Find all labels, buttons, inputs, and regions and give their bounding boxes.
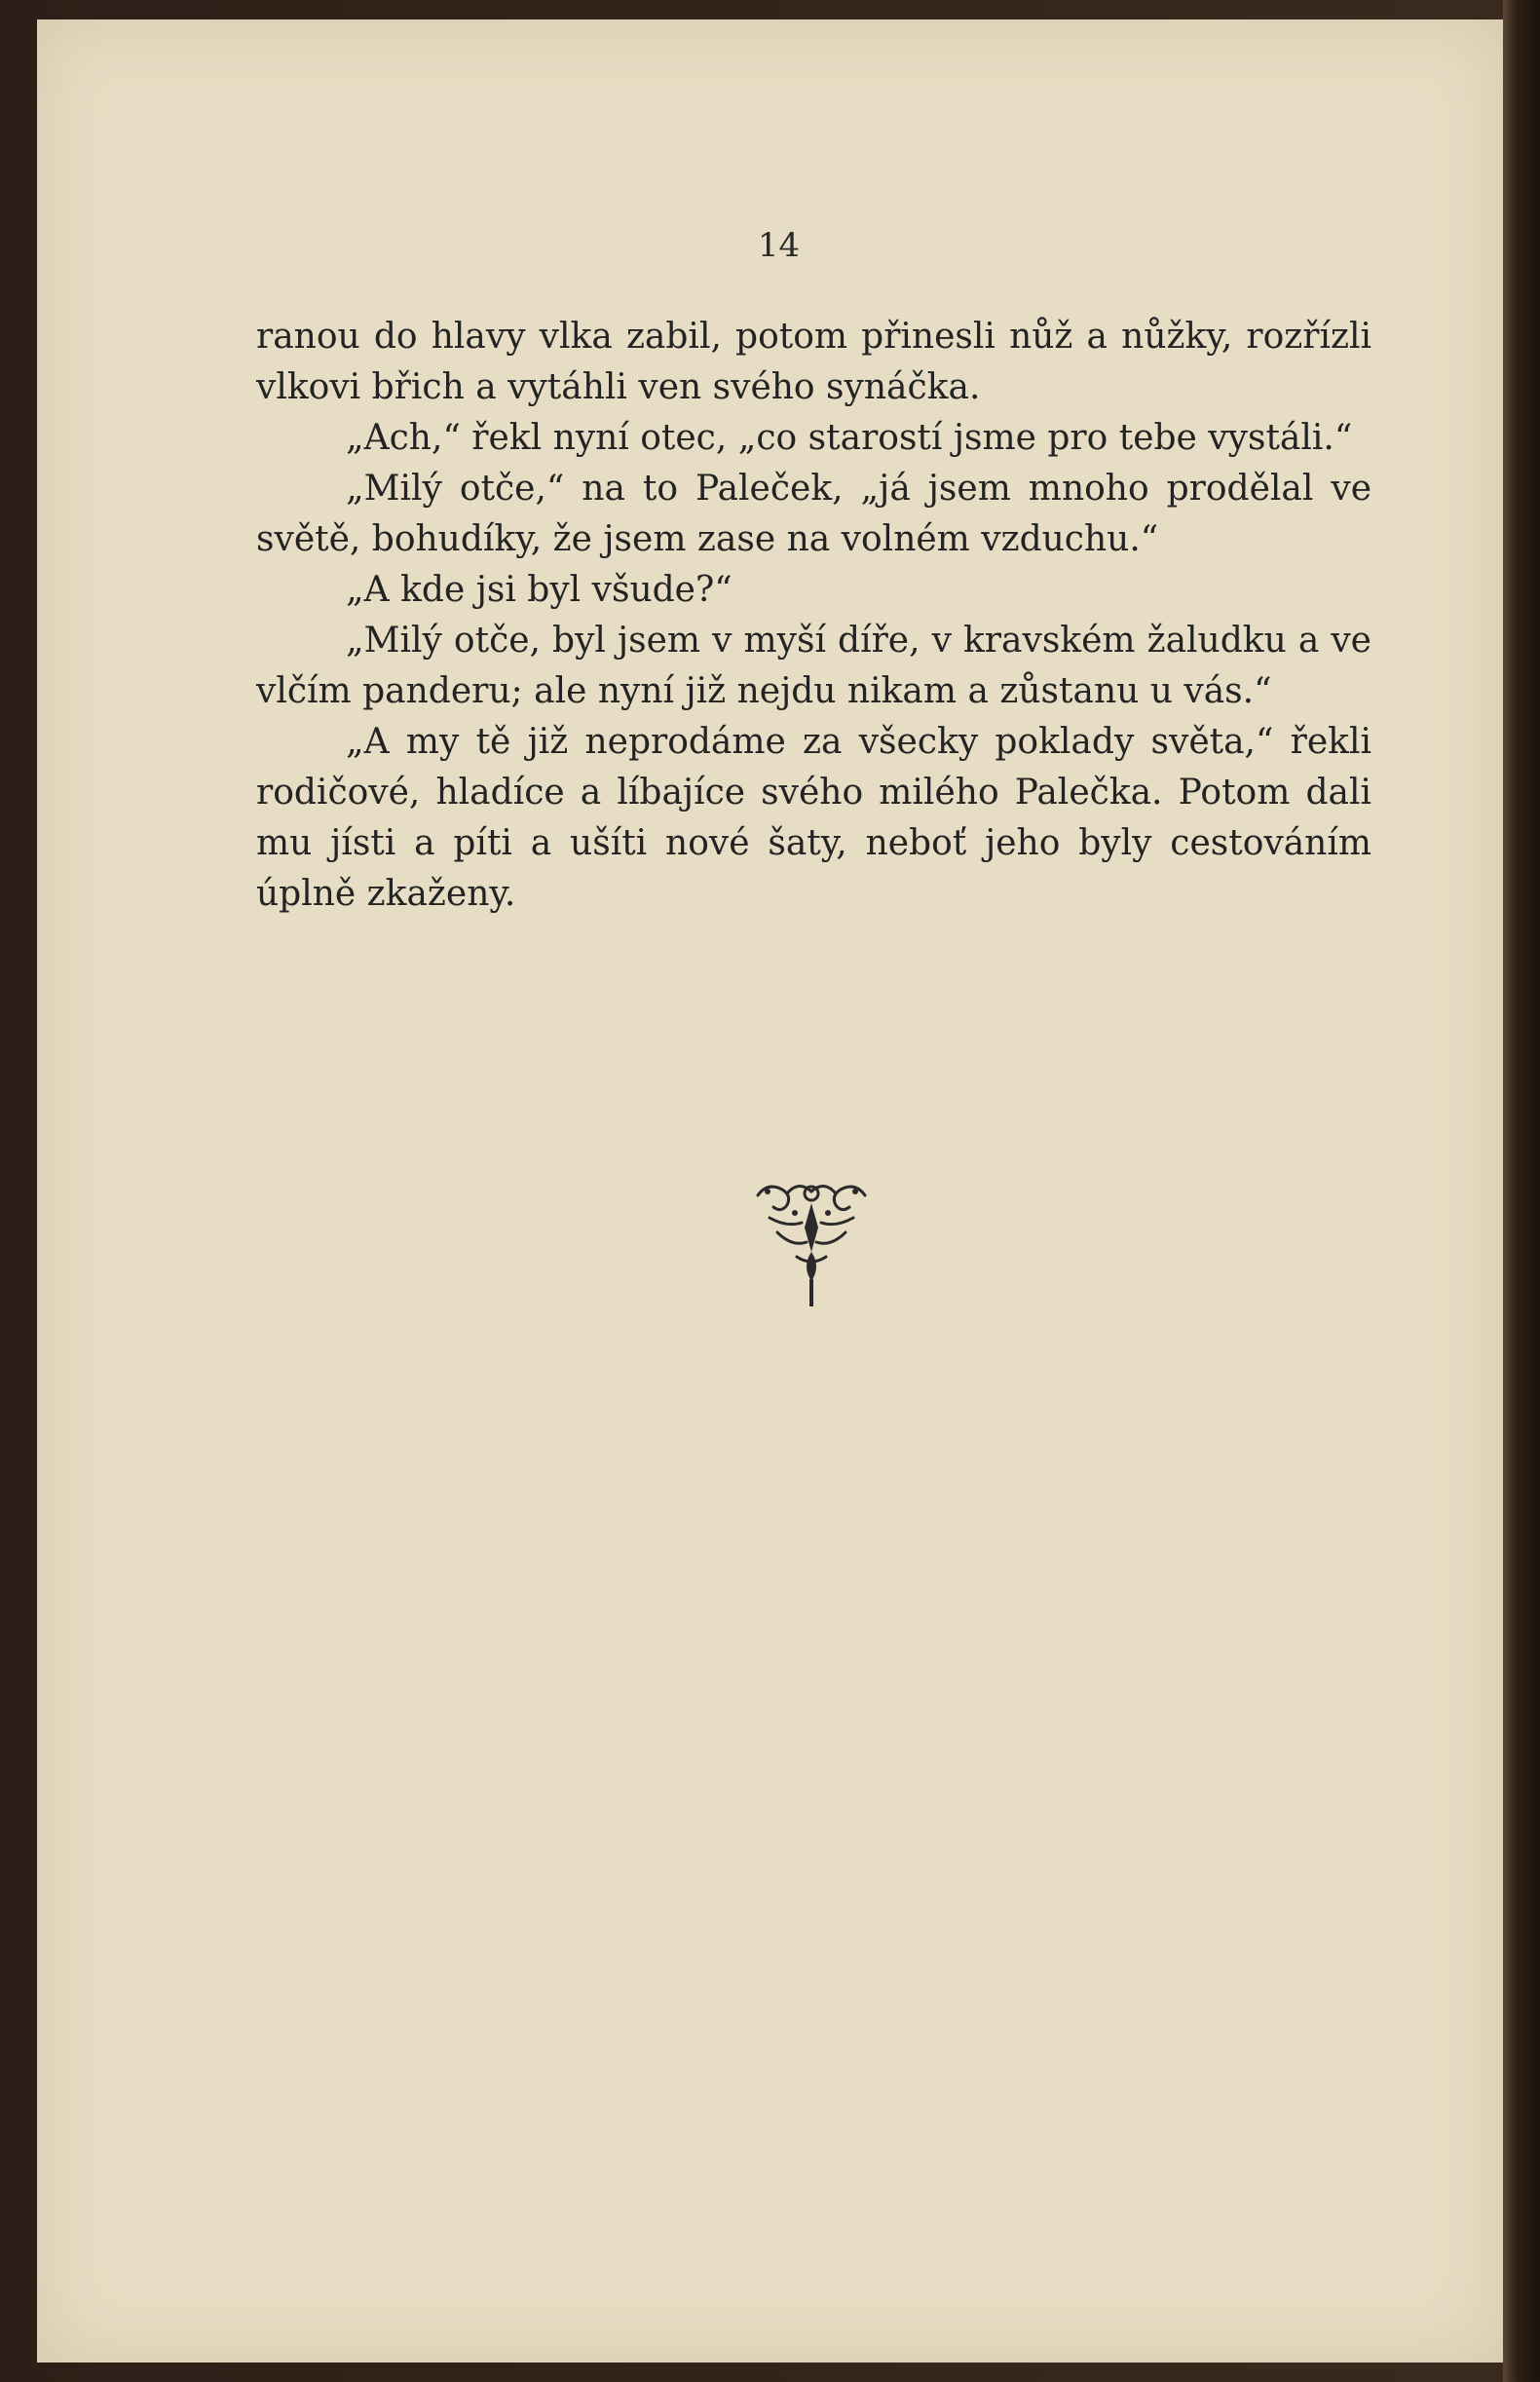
book-spine-edge bbox=[1503, 0, 1540, 2382]
paragraph: „Ach,“ řekl nyní otec, „co starostí jsme pro tebe vystáli.“ bbox=[346, 418, 1353, 458]
paper-page bbox=[37, 19, 1503, 2363]
page-number: 14 bbox=[757, 226, 801, 265]
fleuron-ornament-icon bbox=[748, 1174, 875, 1310]
paragraph: „Milý otče, byl jsem v myší díře, v kravském žaludku a ve vlčím panderu; ale nyní již nejdu nikam a zůstanu u vás.“ bbox=[256, 621, 1371, 711]
paragraph: „A kde jsi byl všude?“ bbox=[346, 570, 732, 610]
paragraph: ranou do hlavy vlka zabil, potom přinesli nůž a nůžky, rozřízli vlkovi břich a vytáhli ven svého synáčka. bbox=[256, 317, 1371, 407]
paragraph: „A my tě již neprodáme za všecky poklady světa,“ řekli rodičové, hladíce a líbajíce svého milého Palečka. Potom dali mu jísti a píti a ušíti nové šaty, neboť jeho byly cestováním úplně zkaženy. bbox=[256, 722, 1371, 914]
body-text bbox=[256, 312, 1371, 920]
paragraph: „Milý otče,“ na to Paleček, „já jsem mnoho prodělal ve světě, bohudíky, že jsem zase na volném vzduchu.“ bbox=[256, 469, 1371, 559]
